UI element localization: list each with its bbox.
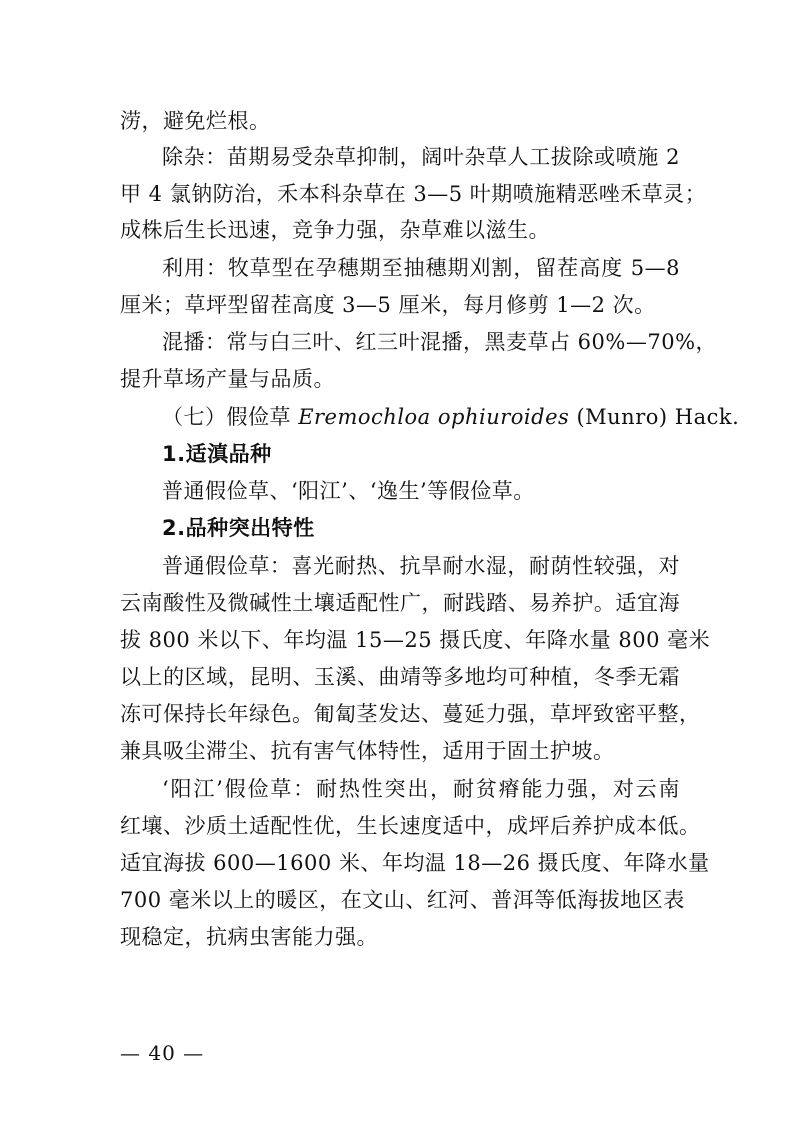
body-line: 普通假俭草：喜光耐热、抗旱耐水湿，耐荫性较强，对: [162, 554, 680, 578]
body-line: 现稳定，抗病虫害能力强。: [120, 925, 378, 949]
body-line: 涝，避免烂根。: [120, 109, 271, 133]
body-line: 除杂：苗期易受杂草抑制，阔叶杂草人工拔除或喷施 2: [162, 145, 680, 169]
subheading: 1.适滇品种: [162, 442, 272, 466]
section-heading: [162, 399, 740, 435]
body-line: 拔 800 米以下、年均温 15—25 摄氏度、年降水量 800 毫米: [120, 628, 711, 652]
body-line: 适宜海拔 600—1600 米、年均温 18—26 摄氏度、年降水量: [120, 851, 710, 875]
body-line: 冻可保持长年绿色。匍匐茎发达、蔓延力强，草坪致密平整，: [120, 702, 701, 726]
body-line: ‘阳江’假俭草：耐热性突出，耐贫瘠能力强，对云南: [162, 777, 680, 801]
body-line: 700 毫米以上的暖区，在文山、红河、普洱等低海拔地区表: [120, 888, 685, 912]
section-heading-prefix: （七）假俭草: [162, 405, 299, 429]
section-heading-author: (Munro) Hack.: [569, 405, 740, 429]
body-line: 云南酸性及微碱性土壤适配性广，耐践踏、易养护。适宜海: [120, 591, 680, 615]
body-line: 以上的区域，昆明、玉溪、曲靖等多地均可种植，冬季无霜: [120, 665, 680, 689]
body-line: 混播：常与白三叶、红三叶混播，黑麦草占 60%—70%，: [162, 330, 718, 354]
body-line: 普通假俭草、‘阳江’、‘逸生’等假俭草。: [162, 479, 535, 503]
body-line: 兼具吸尘滞尘、抗有害气体特性，适用于固土护坡。: [120, 739, 615, 763]
page-number: — 40 —: [120, 1041, 205, 1065]
section-heading-latin: Eremochloa ophiuroides: [298, 405, 570, 429]
body-line: 利用：牧草型在孕穗期至抽穗期刈割，留茬高度 5—8: [162, 256, 680, 280]
body-line: 提升草场产量与品质。: [120, 367, 335, 391]
body-line: 成株后生长迅速，竞争力强，杂草难以滋生。: [120, 218, 550, 242]
body-line: 厘米；草坪型留茬高度 3—5 厘米，每月修剪 1—2 次。: [120, 293, 656, 317]
subheading: 2.品种突出特性: [162, 516, 315, 540]
body-line: 红壤、沙质土适配性优，生长速度适中，成坪后养护成本低。: [120, 814, 701, 838]
body-line: 甲 4 氯钠防治，禾本科杂草在 3—5 叶期喷施精恶唑禾草灵；: [120, 182, 707, 206]
